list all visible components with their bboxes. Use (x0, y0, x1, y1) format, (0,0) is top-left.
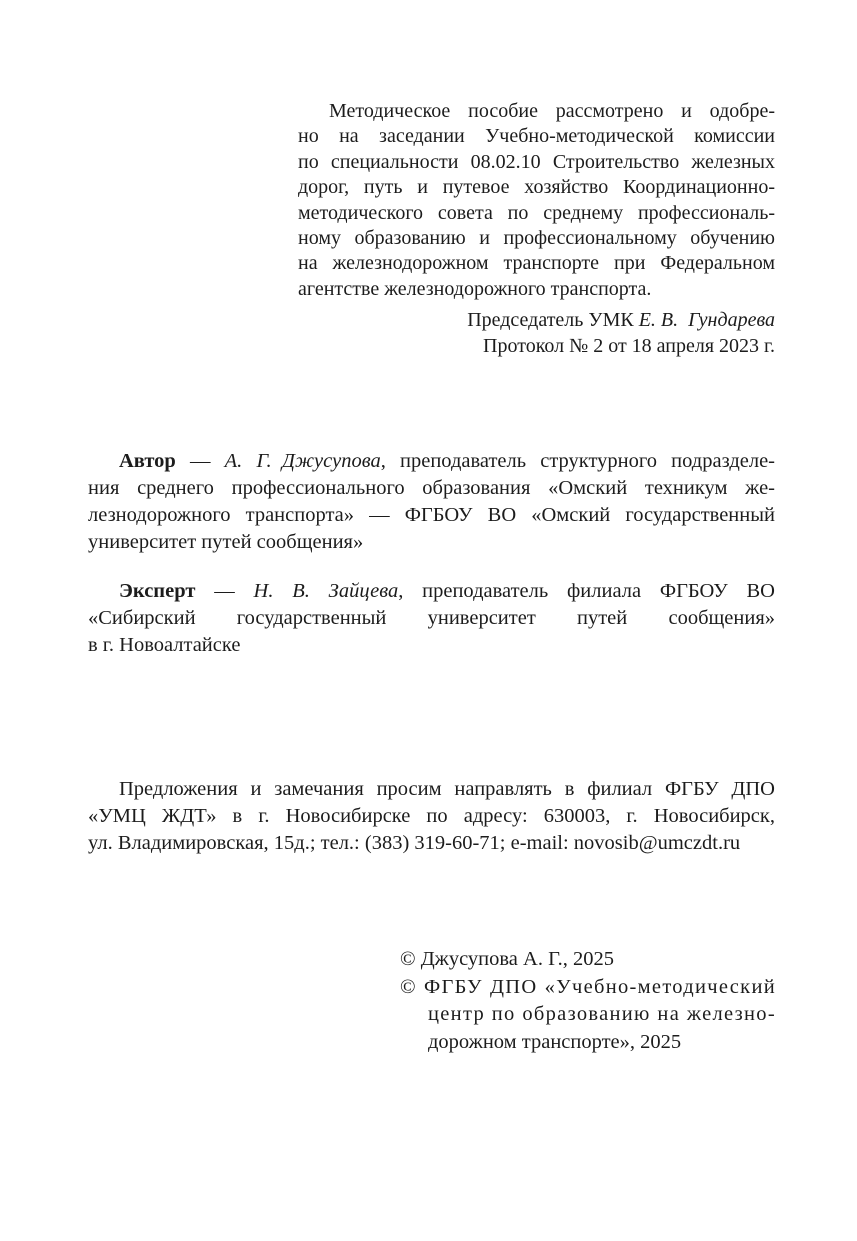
text-segment: — (195, 580, 254, 602)
text-segment: университет путей сообщения» (88, 531, 364, 553)
text-segment: центр по образованию на железно- (428, 1003, 776, 1025)
text-line (298, 226, 775, 251)
bold-text: Эксперт (119, 580, 196, 602)
text-line (88, 605, 775, 632)
text-segment: методического совета по среднему профессиональ- (298, 201, 775, 224)
text-segment: «УМЦ ЖДТ» в г. Новосибирске по адресу: 630003, г. Новосибирск, (88, 805, 775, 827)
signature-block (298, 307, 775, 359)
chairman-label: Председатель УМК (467, 309, 639, 331)
text-segment: © ФГБУ ДПО «Учебно-методический (400, 975, 776, 998)
bold-text: Автор (119, 450, 176, 472)
text-line (88, 502, 775, 529)
text-line (298, 124, 775, 149)
text-line (88, 776, 775, 803)
copyright-block (400, 946, 776, 1056)
text-line (400, 1029, 776, 1057)
text-segment: ному образованию и профессиональному обучению (298, 227, 775, 250)
expert-paragraph (88, 578, 775, 659)
text-segment: по специальности 08.02.10 Строительство железных (298, 150, 775, 173)
text-line (88, 578, 775, 605)
text-line (400, 946, 776, 974)
feedback-paragraph (88, 776, 775, 857)
text-line (298, 150, 775, 175)
text-line (88, 475, 775, 502)
text-segment: — (175, 450, 225, 472)
text-segment: дорожном транспорте», 2025 (428, 1030, 682, 1053)
text-line (88, 529, 775, 556)
chairman-line (298, 307, 775, 333)
text-line (298, 175, 775, 200)
text-segment: Методическое пособие рассмотрено и одобре- (329, 100, 775, 122)
text-segment: ул. Владимировская, 15д.; тел.: (383) 319-60-71; e-mail: novosib@umczdt.ru (88, 832, 741, 854)
italic-text: Н. В. Зайцева (253, 580, 399, 602)
text-line (298, 201, 775, 226)
text-segment: в г. Новоалтайске (88, 634, 241, 656)
text-segment: агентстве железнодорожного транспорта. (298, 277, 652, 300)
author-paragraph (88, 448, 775, 556)
text-line (88, 803, 775, 830)
text-segment: , преподаватель филиала ФГБОУ ВО (398, 580, 775, 602)
approval-paragraph (298, 99, 775, 302)
text-segment: Предложения и замечания просим направлять в филиал ФГБУ ДПО (119, 778, 775, 800)
text-line (88, 632, 775, 659)
text-line (298, 251, 775, 276)
italic-text: А. Г. Джусупова (224, 450, 381, 472)
text-segment: но на заседании Учебно-методической комиссии (298, 125, 775, 148)
text-segment: , преподаватель структурного подразделе- (380, 450, 776, 472)
text-line (88, 830, 775, 857)
text-segment: лезнодорожного транспорта» — ФГБОУ ВО «Омский государственный (88, 504, 775, 526)
protocol-line: Протокол № 2 от 18 апреля 2023 г. (483, 335, 775, 357)
text-line (88, 448, 775, 475)
text-segment: на железнодорожном транспорте при Федеральном (298, 252, 775, 275)
text-segment: «Сибирский государственный университет путей сообщения» (88, 607, 775, 629)
text-segment: © Джусупова А. Г., 2025 (400, 948, 614, 970)
chairman-name: Е. В. Гундарева (638, 309, 775, 331)
text-segment: ния среднего профессионального образования «Омский техникум же- (88, 477, 775, 499)
text-line (400, 974, 776, 1002)
text-line (298, 277, 775, 302)
text-segment: дорог, путь и путевое хозяйство Координационно- (298, 176, 775, 199)
text-line (298, 99, 775, 124)
text-line (400, 1001, 776, 1029)
